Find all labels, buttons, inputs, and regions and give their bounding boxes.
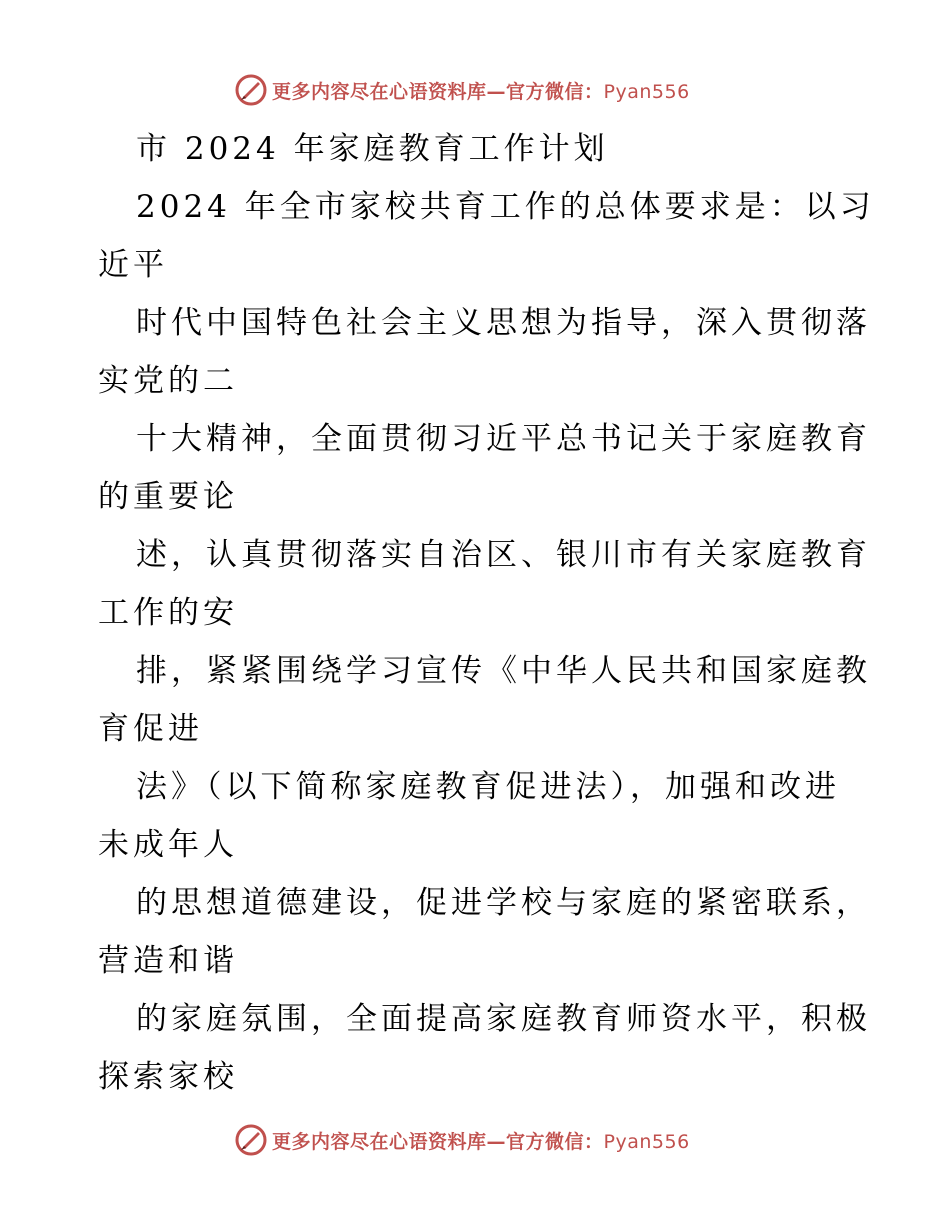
watermark-wechat-id: Pyan556 bbox=[603, 80, 690, 103]
paragraph-line: 实党的二 bbox=[98, 363, 238, 399]
header-watermark bbox=[234, 72, 690, 108]
paragraph-line: 2024 年全市家校共育工作的总体要求是：以习 bbox=[136, 189, 875, 225]
paragraph-line: 工作的安 bbox=[98, 595, 238, 631]
quill-logo-icon bbox=[234, 1123, 268, 1157]
document-title: 市 2024 年家庭教育工作计划 bbox=[136, 131, 609, 167]
paragraph-line: 的家庭氛围，全面提高家庭教育师资水平，积极 bbox=[136, 1001, 871, 1037]
paragraph-line: 近平 bbox=[98, 247, 168, 283]
paragraph-line: 营造和谐 bbox=[98, 943, 238, 979]
watermark-wechat-id: Pyan556 bbox=[603, 1130, 690, 1153]
paragraph-line: 十大精神，全面贯彻习近平总书记关于家庭教育 bbox=[136, 421, 871, 457]
paragraph-line: 的思想道德建设，促进学校与家庭的紧密联系， bbox=[136, 885, 871, 921]
quill-logo-icon bbox=[234, 73, 268, 107]
paragraph-line: 法》（以下简称家庭教育促进法），加强和改进 bbox=[136, 769, 840, 805]
paragraph-line: 述，认真贯彻落实自治区、银川市有关家庭教育 bbox=[136, 537, 871, 573]
footer-watermark bbox=[234, 1122, 690, 1158]
paragraph-line: 育促进 bbox=[98, 711, 203, 747]
watermark-label: 更多内容尽在心语资料库—官方微信： bbox=[272, 1130, 604, 1153]
paragraph-line: 探索家校 bbox=[98, 1059, 238, 1095]
watermark-label: 更多内容尽在心语资料库—官方微信： bbox=[272, 80, 604, 103]
paragraph-line: 未成年人 bbox=[98, 827, 238, 863]
paragraph-line: 排，紧紧围绕学习宣传《中华人民共和国家庭教 bbox=[136, 653, 871, 689]
paragraph-line: 时代中国特色社会主义思想为指导，深入贯彻落 bbox=[136, 305, 871, 341]
paragraph-line: 的重要论 bbox=[98, 479, 238, 515]
watermark-text bbox=[272, 1127, 690, 1154]
watermark-text bbox=[272, 77, 690, 104]
